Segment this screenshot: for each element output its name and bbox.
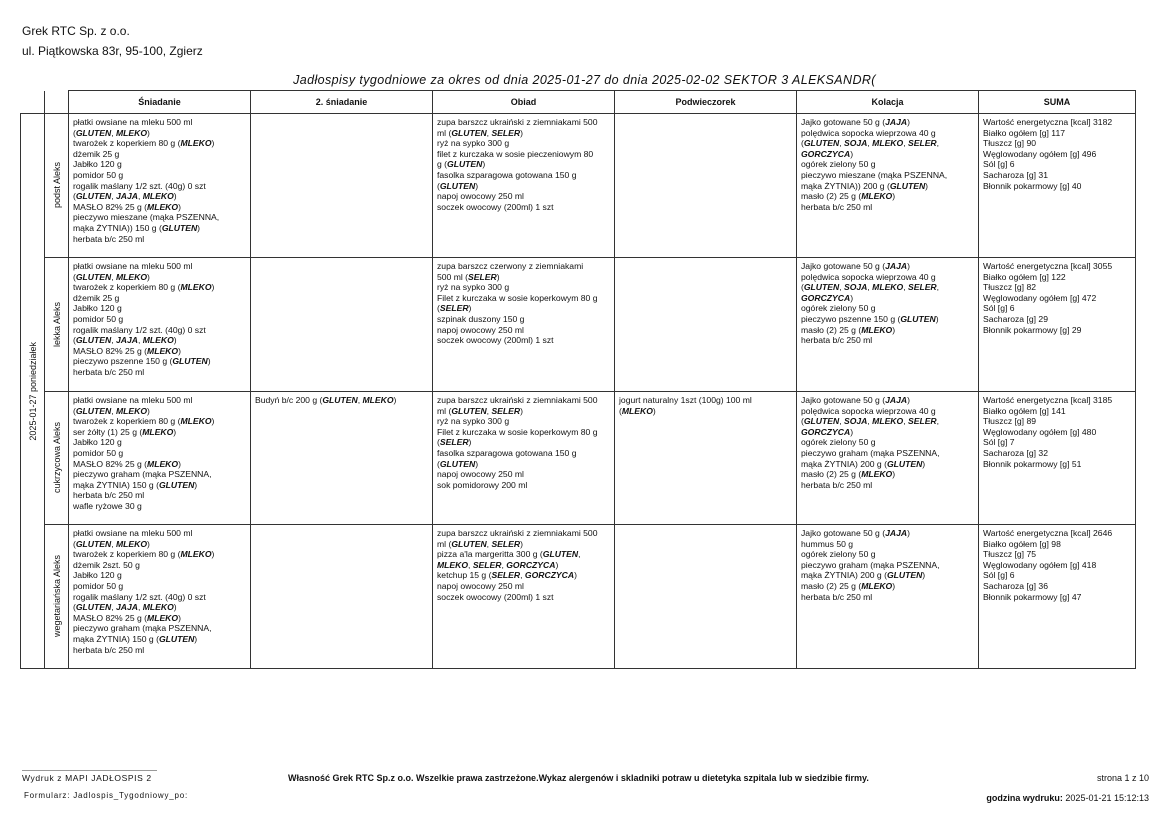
print-time (986, 793, 1149, 803)
sum-cell: Wartość energetyczna [kcal] 3055 Białko ogółem [g] 122 Tłuszcz [g] 82 Węglowodany ogółem [g] 472 Sól [g] 6 Sacharoza [g] 29 Błonnik pokarmowy [g] 29 (979, 258, 1136, 392)
table-row (21, 258, 1136, 392)
meal-cell (251, 258, 433, 392)
print-time-value: 2025-01-21 15:12:13 (1065, 793, 1149, 803)
meal-cell: Jajko gotowane 50 g (JAJA) polędwica sopocka wieprzowa 40 g (GLUTEN, SOJA, MLEKO, SELER, GORCZYCA) ogórek zielony 50 g pieczywo mieszane (mąka PSZENNA, mąka ŻYTNIA)) 200 g (GLUTEN) masło (2) 25 g (MLEKO) herbata b/c 250 ml (797, 114, 979, 258)
column-header: Podwieczorek (615, 91, 797, 114)
diet-label: cukrzycowa Aleks (51, 422, 62, 494)
corner-blank (21, 91, 45, 114)
meal-cell: zupa barszcz czerwony z ziemniakami 500 ml (SELER) ryż na sypko 300 g Filet z kurczaka w sosie koperkowym 80 g (SELER) szpinak duszony 150 g napoj owocowy 250 ml soczek owocowy (200ml) 1 szt (433, 258, 615, 392)
meal-cell (615, 258, 797, 392)
meal-cell: zupa barszcz ukraiński z ziemniakami 500 ml (GLUTEN, SELER) ryż na sypko 300 g Filet z kurczaka w sosie koperkowym 80 g (SELER) fasolka szparagowa gotowana 150 g (GLUTEN) napoj owocowy 250 ml sok pomidorowy 200 ml (433, 392, 615, 525)
table-row (21, 392, 1136, 525)
print-time-label: godzina wydruku: (986, 793, 1063, 803)
diet-cell (45, 525, 69, 669)
meal-cell: płatki owsiane na mleku 500 ml (GLUTEN, MLEKO) twarożek z koperkiem 80 g (MLEKO) ser żółty (1) 25 g (MLEKO) Jabłko 120 g pomidor 50 g MASŁO 82% 25 g (MLEKO) pieczywo graham (mąka PSZENNA, mąka ŻYTNIA) 150 g (GLUTEN) herbata b/c 250 ml wafle ryżowe 30 g (69, 392, 251, 525)
meal-cell (251, 114, 433, 258)
diet-label: lekka Aleks (51, 301, 62, 348)
meal-cell (615, 525, 797, 669)
company-address: ul. Piątkowska 83r, 95-100, Zgierz (22, 44, 203, 58)
sum-cell: Wartość energetyczna [kcal] 3185 Białko ogółem [g] 141 Tłuszcz [g] 89 Węglowodany ogółem [g] 480 Sól [g] 7 Sacharoza [g] 32 Błonnik pokarmowy [g] 51 (979, 392, 1136, 525)
meal-cell (615, 114, 797, 258)
header-row (21, 91, 1136, 114)
diet-cell (45, 114, 69, 258)
diet-label: podst Aleks (51, 162, 62, 209)
diet-label: wegetariańska Aleks (51, 555, 62, 638)
page-number: strona 1 z 10 (1096, 773, 1149, 783)
meal-cell: płatki owsiane na mleku 500 ml (GLUTEN, MLEKO) twarożek z koperkiem 80 g (MLEKO) dżemik 2szt. 50 g Jabłko 120 g pomidor 50 g rogalik maślany 1/2 szt. (40g) 0 szt (GLUTEN, JAJA, MLEKO) MASŁO 82% 25 g (MLEKO) pieczywo graham (mąka PSZENNA, mąka ŻYTNIA) 150 g (GLUTEN) herbata b/c 250 ml (69, 525, 251, 669)
sum-cell: Wartość energetyczna [kcal] 3182 Białko ogółem [g] 117 Tłuszcz [g] 90 Węglowodany ogółem [g] 496 Sól [g] 6 Sacharoza [g] 31 Błonnik pokarmowy [g] 40 (979, 114, 1136, 258)
column-header: Śniadanie (69, 91, 251, 114)
date-label: 2025-01-27 poniedziałek (27, 341, 38, 441)
footer-form: Formularz: Jadlospis_Tygodniowy_po: (24, 791, 189, 800)
meal-cell: zupa barszcz ukraiński z ziemniakami 500 ml (GLUTEN, SELER) pizza a'la margeritta 300 g (GLUTEN, MLEKO, SELER, GORCZYCA) ketchup 15 g (SELER, GORCZYCA) napoj owocowy 250 ml soczek owocowy (200ml) 1 szt (433, 525, 615, 669)
diet-cell (45, 258, 69, 392)
corner-blank (45, 91, 69, 114)
meal-cell: Jajko gotowane 50 g (JAJA) polędwica sopocka wieprzowa 40 g (GLUTEN, SOJA, MLEKO, SELER, GORCZYCA) ogórek zielony 50 g pieczywo graham (mąka PSZENNA, mąka ŻYTNIA) 200 g (GLUTEN) masło (2) 25 g (MLEKO) herbata b/c 250 ml (797, 392, 979, 525)
meal-cell: Budyń b/c 200 g (GLUTEN, MLEKO) (251, 392, 433, 525)
footer-divider (22, 770, 157, 771)
meal-cell: Jajko gotowane 50 g (JAJA) polędwica sopocka wieprzowa 40 g (GLUTEN, SOJA, MLEKO, SELER, GORCZYCA) ogórek zielony 50 g pieczywo pszenne 150 g (GLUTEN) masło (2) 25 g (MLEKO) herbata b/c 250 ml (797, 258, 979, 392)
diet-cell (45, 392, 69, 525)
meal-cell (251, 525, 433, 669)
column-header: Kolacja (797, 91, 979, 114)
column-header: Obiad (433, 91, 615, 114)
meal-cell: zupa barszcz ukraiński z ziemniakami 500 ml (GLUTEN, SELER) ryż na sypko 300 g filet z kurczaka w sosie pieczeniowym 80 g (GLUTEN) fasolka szparagowa gotowana 150 g (GLUTEN) napoj owocowy 250 ml soczek owocowy (200ml) 1 szt (433, 114, 615, 258)
table-row (21, 114, 1136, 258)
footer-copyright: Własność Grek RTC Sp.z o.o. Wszelkie prawa zastrzeżone.Wykaz alergenów i skladniki potraw u dietetyka szpitala lub w siedzibie firmy. (288, 773, 869, 783)
meal-cell: Jajko gotowane 50 g (JAJA) hummus 50 g ogórek zielony 50 g pieczywo graham (mąka PSZENNA, mąka ŻYTNIA) 200 g (GLUTEN) masło (2) 25 g (MLEKO) herbata b/c 250 ml (797, 525, 979, 669)
column-header: 2. śniadanie (251, 91, 433, 114)
footer-program: Wydruk z MAPI JADŁOSPIS 2 (22, 773, 152, 783)
column-header: SUMA (979, 91, 1136, 114)
table-row (21, 525, 1136, 669)
date-cell (21, 114, 45, 669)
meal-cell: płatki owsiane na mleku 500 ml (GLUTEN, MLEKO) twarożek z koperkiem 80 g (MLEKO) dżemik 25 g Jabłko 120 g pomidor 50 g rogalik maślany 1/2 szt. (40g) 0 szt (GLUTEN, JAJA, MLEKO) MASŁO 82% 25 g (MLEKO) pieczywo pszenne 150 g (GLUTEN) herbata b/c 250 ml (69, 258, 251, 392)
meal-cell: jogurt naturalny 1szt (100g) 100 ml (MLEKO) (615, 392, 797, 525)
menu-table (20, 90, 1136, 669)
company-name: Grek RTC Sp. z o.o. (22, 24, 130, 38)
document-title: Jadłospisy tygodniowe za okres od dnia 2025-01-27 do dnia 2025-02-02 SEKTOR 3 ALEKSANDR( (293, 73, 876, 87)
meal-cell: płatki owsiane na mleku 500 ml (GLUTEN, MLEKO) twarożek z koperkiem 80 g (MLEKO) dżemik 25 g Jabłko 120 g pomidor 50 g rogalik maślany 1/2 szt. (40g) 0 szt (GLUTEN, JAJA, MLEKO) MASŁO 82% 25 g (MLEKO) pieczywo mieszane (mąka PSZENNA, mąka ŻYTNIA)) 150 g (GLUTEN) herbata b/c 250 ml (69, 114, 251, 258)
sum-cell: Wartość energetyczna [kcal] 2646 Białko ogółem [g] 98 Tłuszcz [g] 75 Węglowodany ogółem [g] 418 Sól [g] 6 Sacharoza [g] 36 Błonnik pokarmowy [g] 47 (979, 525, 1136, 669)
